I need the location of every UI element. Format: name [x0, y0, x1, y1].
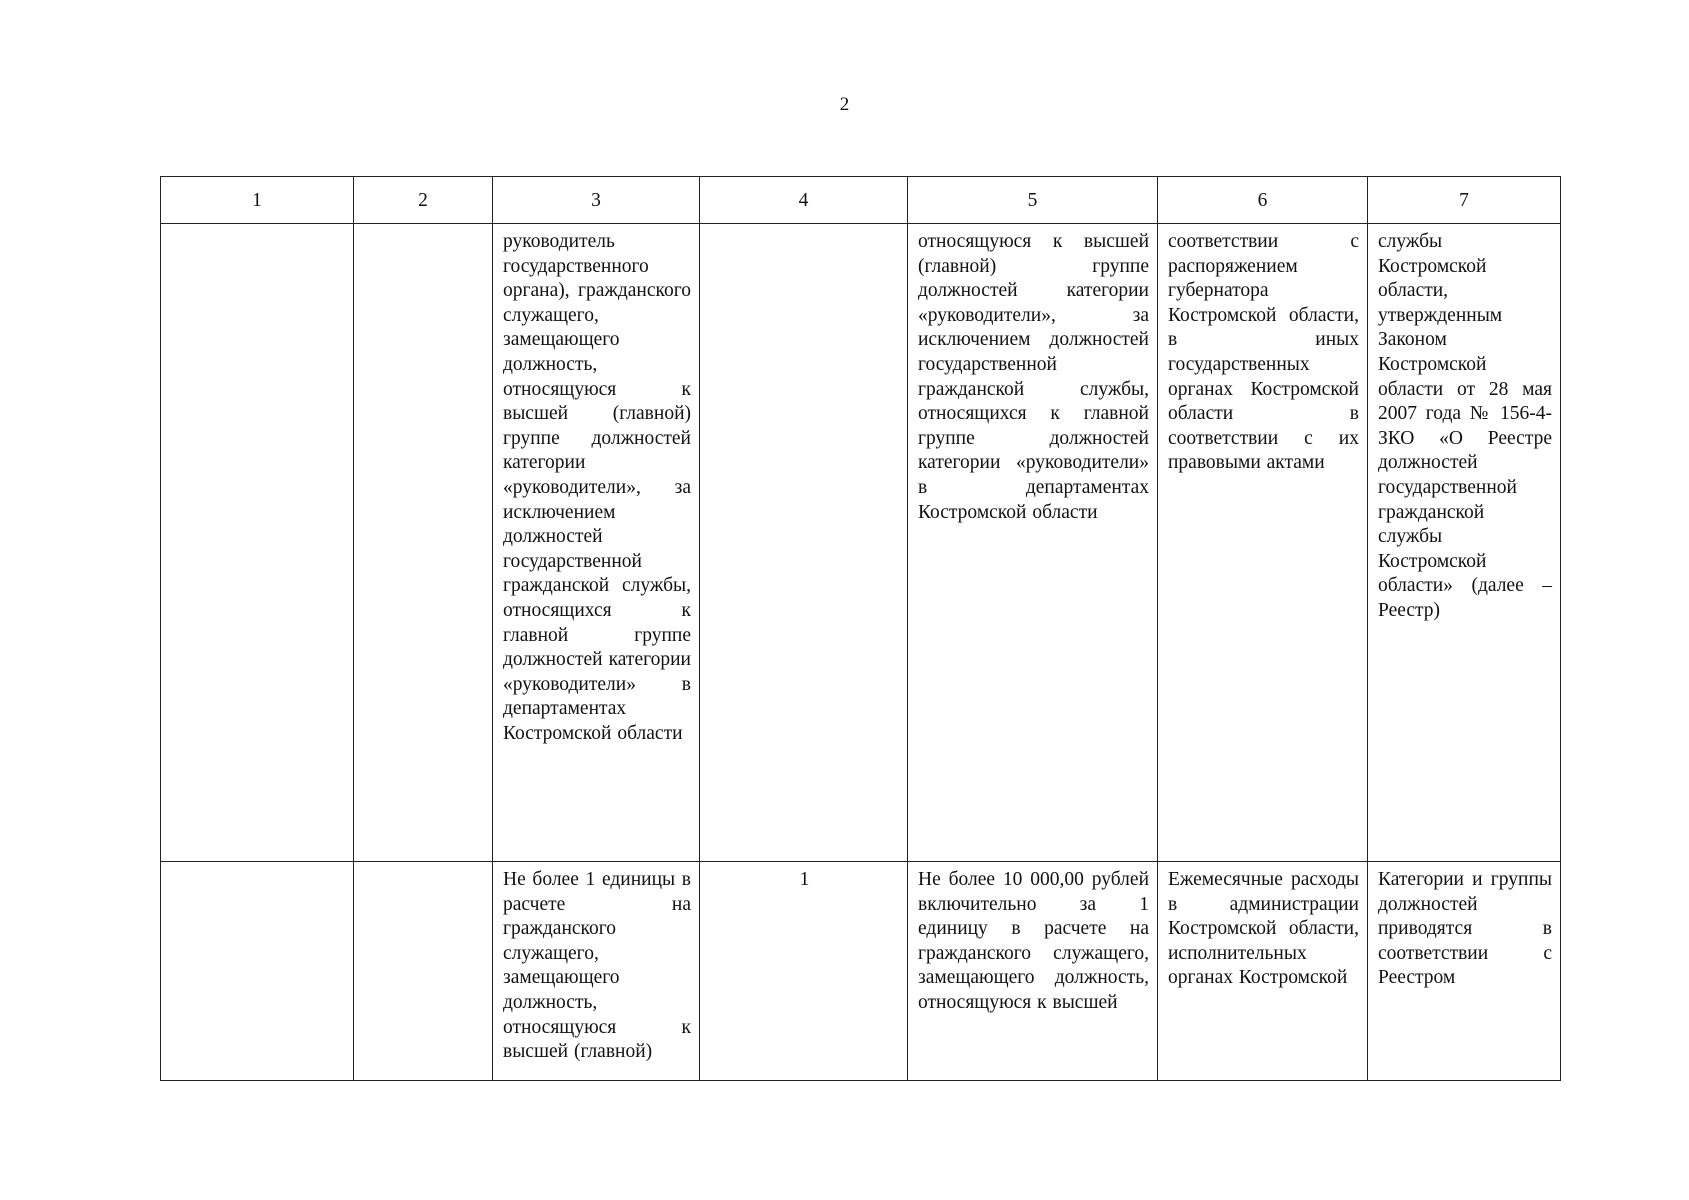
table-cell-col2 — [354, 862, 493, 1081]
column-header-7: 7 — [1368, 177, 1561, 224]
table-cell-col7: службы Костромской области, утвержденным Законом Костромской области от 28 мая 2007 года № 156-4-ЗКО «О Реестре должностей государственной гражданской службы Костромской области» (далее – Реестр) — [1368, 224, 1561, 862]
table-cell-col6: Ежемесячные расходы в администрации Костромской области, исполнительных органах Костромской — [1158, 862, 1368, 1081]
column-header-1: 1 — [161, 177, 354, 224]
expense-norms-table — [160, 176, 1561, 1081]
table-cell-col5: относящуюся к высшей (главной) группе должностей категории «руководители», за исключением должностей государственной гражданской службы, относящихся к главной группе должностей категории «руководители» в департаментах Костромской области — [908, 224, 1158, 862]
table-cell-col4: 1 — [700, 862, 908, 1081]
page-number: 2 — [839, 94, 850, 115]
table-cell-col6: соответствии с распоряжением губернатора Костромской области, в иных государственных органах Костромской области в соответствии с их правовыми актами — [1158, 224, 1368, 862]
column-header-5: 5 — [908, 177, 1158, 224]
table-cell-col3: Не более 1 единицы в расчете на гражданского служащего, замещающего должность, относящуюся к высшей (главной) — [493, 862, 700, 1081]
column-header-3: 3 — [493, 177, 700, 224]
table-cell-col7: Категории и группы должностей приводятся в соответствии с Реестром — [1368, 862, 1561, 1081]
column-header-2: 2 — [354, 177, 493, 224]
table-cell-col2 — [354, 224, 493, 862]
table-cell-col1 — [161, 862, 354, 1081]
table-cell-col3: руководитель государственного органа), гражданского служащего, замещающего должность, относящуюся к высшей (главной) группе должностей категории «руководители», за исключением должностей государственной гражданской службы, относящихся к главной группе должностей категории «руководители» в департаментах Костромской области — [493, 224, 700, 862]
table-cell-col4 — [700, 224, 908, 862]
table-row — [161, 862, 1561, 1081]
column-header-4: 4 — [700, 177, 908, 224]
table-cell-col1 — [161, 224, 354, 862]
table-row — [161, 224, 1561, 862]
column-header-6: 6 — [1158, 177, 1368, 224]
table-header-row — [161, 177, 1561, 224]
table-cell-col5: Не более 10 000,00 рублей включительно за 1 единицу в расчете на гражданского служащего, замещающего должность, относящуюся к высшей — [908, 862, 1158, 1081]
